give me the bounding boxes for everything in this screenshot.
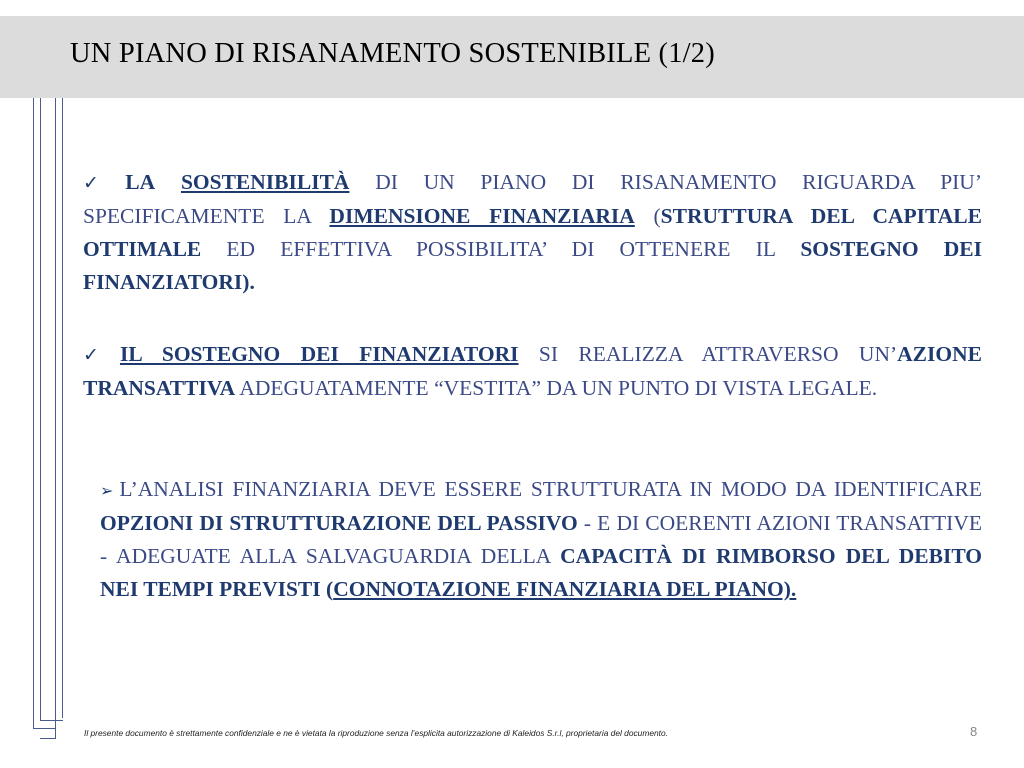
page-number: 8 (970, 724, 978, 739)
frame-line (40, 738, 56, 739)
frame-line (62, 98, 63, 718)
frame-line (33, 98, 34, 728)
text: ADEGUATAMENTE “VESTITA” DA UN PUNTO DI VISTA LEGALE. (235, 376, 878, 400)
slide-title: UN PIANO DI RISANAMENTO SOSTENIBILE (1/2) (70, 38, 715, 69)
text-bold: LA (125, 170, 156, 194)
text-bold-underlined: CONNOTAZIONE FINANZIARIA DEL PIANO). (333, 577, 797, 601)
text-bold: CAPACITÀ DI RIMBORSO DEL DEBITO NEI TEMPI PREVISTI (100, 544, 983, 601)
frame-line (55, 98, 56, 738)
text: DI UN PIANO DI RISANAMENTO RIGUARDA PIU’ SPECIFICAMENTE LA (83, 170, 982, 228)
paragraph-sustainability (83, 166, 982, 299)
text-bold-underlined: IL SOSTEGNO DEI FINANZIATORI (119, 342, 519, 366)
checkmark-icon: ✓ (83, 344, 114, 366)
text-bold: ( (320, 577, 334, 601)
checkmark-icon: ✓ (83, 172, 120, 194)
text: - E DI COERENTI AZIONI TRANSATTIVE - ADEGUATE ALLA SALVAGUARDIA DELLA (100, 511, 983, 568)
frame-line (33, 728, 56, 729)
text-bold: STRUTTURA DEL CAPITALE OTTIMALE (83, 204, 982, 261)
text: SI REALIZZA ATTRAVERSO UN’ (518, 342, 898, 366)
text-bold: AZIONE TRANSATTIVA (83, 342, 982, 400)
text-bold: SOSTEGNO DEI FINANZIATORI). (83, 237, 982, 294)
text-bold-underlined: DIMENSIONE FINANZIARIA (329, 204, 635, 228)
text: ED EFFETTIVA POSSIBILITA’ DI OTTENERE IL (201, 237, 801, 261)
text-bold-underlined: SOSTENIBILITÀ (180, 170, 350, 194)
paragraph-financial-analysis (100, 473, 982, 606)
frame-line (40, 98, 41, 720)
frame-line (40, 720, 63, 721)
paragraph-lenders-support (83, 338, 982, 405)
confidentiality-footer: Il presente documento è strettamente confidenziale e ne è vietata la riproduzione senza l’esplicita autorizzazione di Kaleidos S.r.l, proprietaria del documento. (84, 728, 668, 738)
text-bold: OPZIONI DI STRUTTURAZIONE DEL PASSIVO (100, 511, 578, 535)
text: L’ANALISI FINANZIARIA DEVE ESSERE STRUTTURATA IN MODO DA IDENTIFICARE (119, 477, 982, 501)
text: ( (634, 204, 661, 228)
arrow-bullet-icon: ➢ (100, 481, 114, 500)
